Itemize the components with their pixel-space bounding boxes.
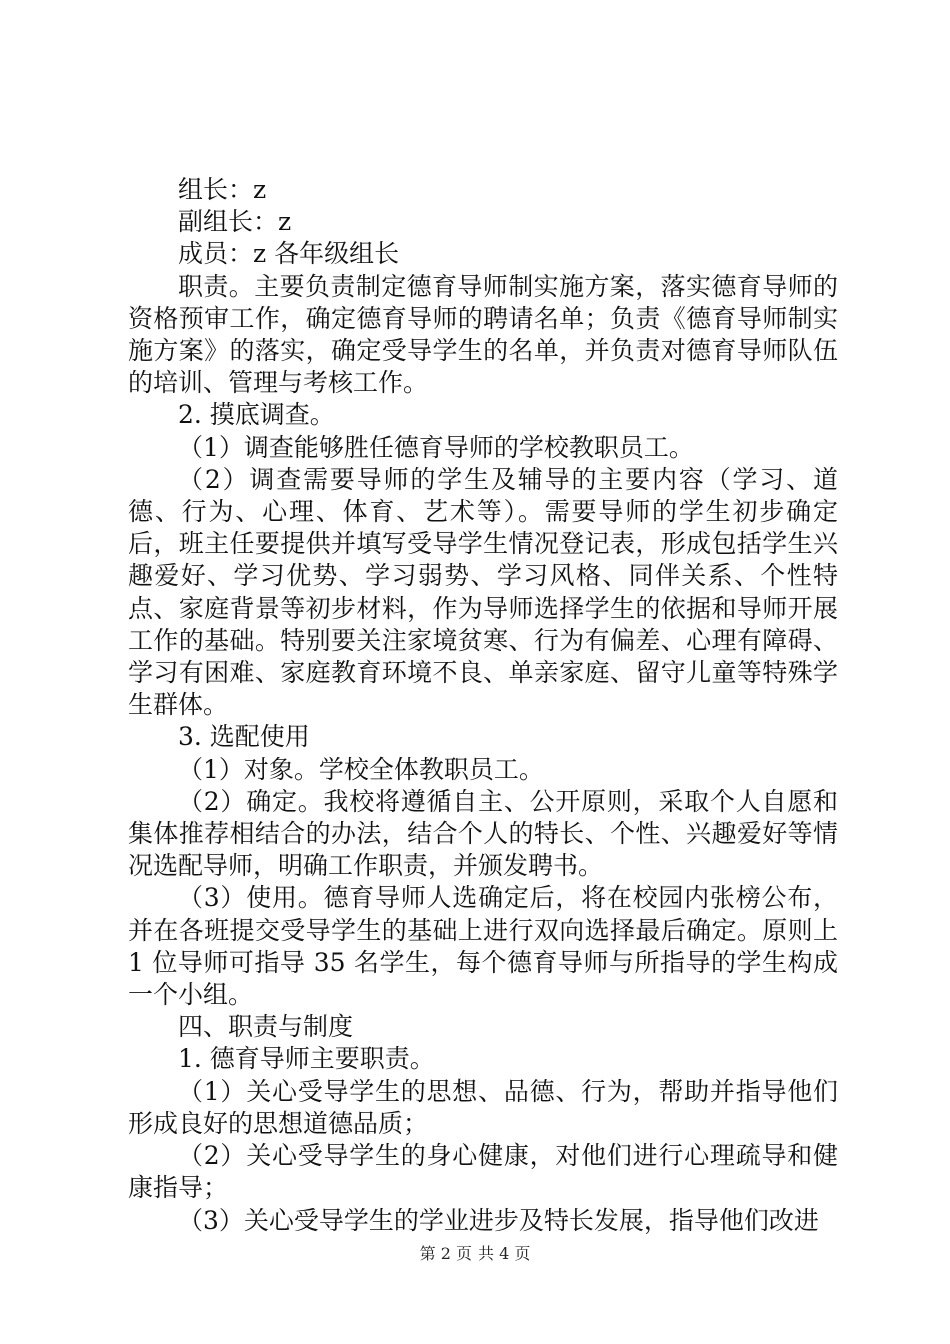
document-body (128, 174, 838, 1237)
page-number: 第 2 页 (419, 1244, 472, 1263)
paragraph-deputy-leader: 副组长：z (178, 207, 292, 237)
paragraph-survey-2: （2）调查需要导师的学生及辅导的主要内容（学习、道德、行为、心理、体育、艺术等）。需要导师的学生初步确定后，班主任要提供并填写受导学生情况登记表，形成包括学生兴趣爱好、学习优势、学习弱势、学习风格、同伴关系、个性特点、家庭背景等初步材料，作为导师选择学生的依据和导师开展工作的基础。特别要关注家境贫寒、行为有偏差、心理有障碍、学习有困难、家庭教育环境不良、单亲家庭、留守儿童等特殊学生群体。 (128, 464, 838, 720)
heading-survey: 2. 摸底调查。 (178, 400, 335, 430)
paragraph-members: 成员：z 各年级组长 (178, 239, 400, 269)
page-footer (0, 1244, 950, 1264)
paragraph-mentor-duty-3: （3）关心受导学生的学业进步及特长发展，指导他们改进 (178, 1205, 819, 1235)
paragraph-duties: 职责。主要负责制定德育导师制实施方案，落实德育导师的资格预审工作，确定德育导师的聘请名单；负责《德育导师制实施方案》的落实，确定受导学生的名单，并负责对德育导师队伍的培训、管理与考核工作。 (128, 271, 838, 398)
paragraph-mentor-duty-2: （2）关心受导学生的身心健康，对他们进行心理疏导和健康指导； (128, 1141, 838, 1203)
paragraph-leader: 组长：z (178, 175, 267, 204)
paragraph-selection-1: （1）对象。学校全体教职员工。 (178, 754, 544, 784)
heading-selection: 3. 选配使用 (178, 722, 310, 752)
heading-mentor-duties: 1. 德育导师主要职责。 (178, 1044, 435, 1074)
paragraph-selection-2: （2）确定。我校将遵循自主、公开原则，采取个人自愿和集体推荐相结合的办法，结合个人的特长、个性、兴趣爱好等情况选配导师，明确工作职责，并颁发聘书。 (128, 786, 838, 881)
section-heading-duties-system: 四、职责与制度 (178, 1012, 354, 1042)
page-total: 共 4 页 (478, 1244, 531, 1263)
paragraph-survey-1: （1）调查能够胜任德育导师的学校教职员工。 (178, 432, 694, 462)
paragraph-selection-3: （3）使用。德育导师人选确定后，将在校园内张榜公布，并在各班提交受导学生的基础上进行双向选择最后确定。原则上 1 位导师可指导 35 名学生，每个德育导师与所指导的学生构成一个小组。 (128, 883, 838, 1010)
paragraph-mentor-duty-1: （1）关心受导学生的思想、品德、行为，帮助并指导他们形成良好的思想道德品质； (128, 1076, 838, 1138)
